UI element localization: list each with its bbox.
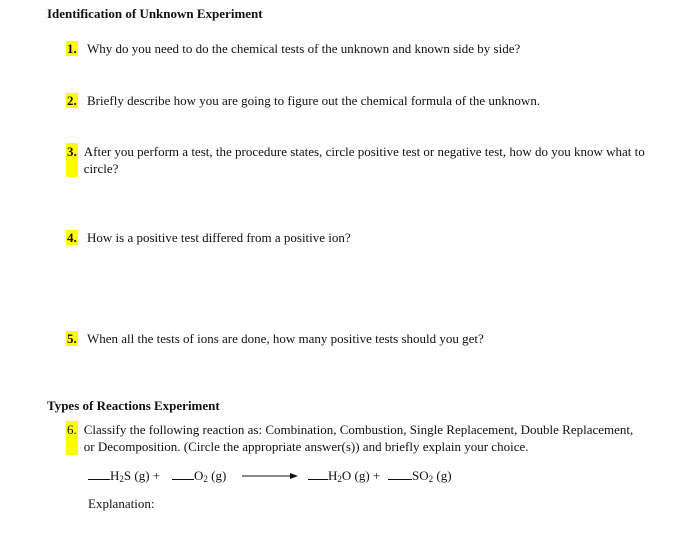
reaction-arrow-icon (242, 470, 298, 482)
question-4 (66, 229, 666, 246)
answer-blank[interactable] (172, 468, 194, 480)
section-title-identification: Identification of Unknown Experiment (47, 6, 263, 21)
reactant-o2: $O_2$ (g) (172, 468, 226, 484)
answer-blank[interactable] (388, 468, 412, 480)
question-3 (66, 143, 646, 177)
question-number: 4. (67, 230, 77, 245)
question-2 (66, 92, 666, 109)
question-5 (66, 330, 666, 347)
explanation-label: Explanation: (88, 496, 155, 511)
reactant-h2s: $H_2S$ (g) + (88, 468, 160, 484)
question-text: When all the tests of ions are done, how many positive tests should you get? (87, 331, 484, 346)
question-text: After you perform a test, the procedure states, circle positive test or negative test, how do you know what to circle? (83, 144, 645, 176)
answer-blank[interactable] (88, 468, 110, 480)
question-text: Briefly describe how you are going to figure out the chemical formula of the unknown. (87, 93, 541, 108)
question-number: 5. (67, 331, 77, 346)
product-h2o: $H_2O$ (g) + (308, 468, 380, 484)
product-so2: $SO_2$ (g) (388, 468, 452, 484)
question-6 (66, 421, 636, 455)
section-title-reactions: Types of Reactions Experiment (47, 398, 220, 413)
question-number: 6. (66, 421, 78, 455)
question-number: 2. (67, 93, 77, 108)
question-number: 3. (66, 143, 78, 177)
answer-blank[interactable] (308, 468, 328, 480)
question-1 (66, 40, 666, 57)
question-text: Why do you need to do the chemical tests of the unknown and known side by side? (87, 41, 521, 56)
question-number: 1. (67, 41, 77, 56)
question-text: Classify the following reaction as: Combination, Combustion, Single Replacement, Double Replacement, or Decomposition. (Circle the appropriate answer(s)) and briefly explain your choice. (83, 422, 634, 454)
question-text: How is a positive test differed from a positive ion? (87, 230, 351, 245)
